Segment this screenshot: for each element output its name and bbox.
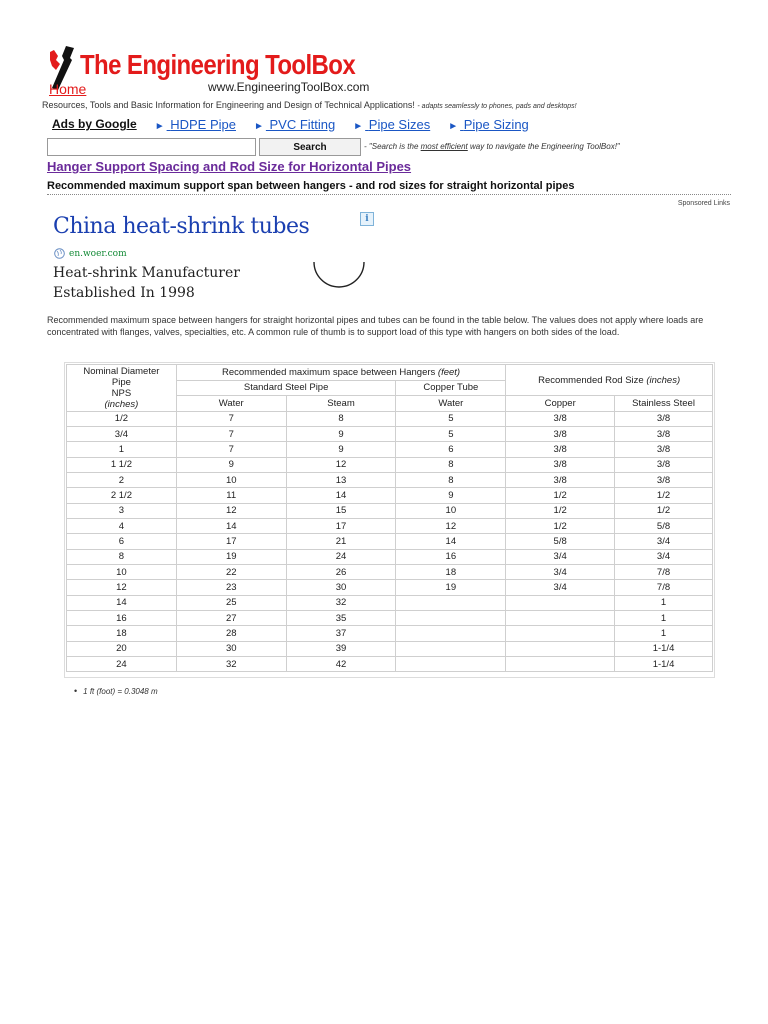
logo-title: The Engineering ToolBox bbox=[80, 50, 356, 82]
table-cell: 8 bbox=[396, 472, 506, 487]
site-logo[interactable] bbox=[42, 44, 370, 98]
table-cell: 3/4 bbox=[506, 564, 615, 579]
header-rod-unit: (inches) bbox=[646, 374, 681, 386]
search-note-prefix: - "Search is the bbox=[364, 142, 421, 151]
table-cell: 3/8 bbox=[615, 411, 713, 426]
table-cell: 19 bbox=[176, 549, 286, 564]
table-row bbox=[67, 595, 713, 610]
table-cell: 32 bbox=[286, 595, 396, 610]
table-cell: 25 bbox=[176, 595, 286, 610]
table-cell: 3/8 bbox=[506, 426, 615, 441]
table-cell bbox=[396, 641, 506, 656]
table-cell: 3/4 bbox=[615, 534, 713, 549]
table-cell: 12 bbox=[286, 457, 396, 472]
nav-link-pipe-sizing[interactable] bbox=[448, 117, 529, 132]
search-button[interactable]: Search bbox=[259, 138, 361, 156]
table-cell: 4 bbox=[67, 518, 177, 533]
table-cell: 20 bbox=[67, 641, 177, 656]
table-cell: 1 bbox=[615, 626, 713, 641]
table-cell: 21 bbox=[286, 534, 396, 549]
header-line: Nominal Diameter bbox=[83, 365, 160, 377]
header-rod-label: Recommended Rod Size bbox=[538, 374, 644, 386]
nav-link-label: Pipe Sizes bbox=[368, 116, 431, 132]
nav-link-pvc-fitting[interactable] bbox=[254, 117, 335, 132]
search-input[interactable] bbox=[47, 138, 256, 156]
table-cell: 3/8 bbox=[506, 442, 615, 457]
table-cell: 10 bbox=[176, 472, 286, 487]
table-cell: 1 bbox=[67, 442, 177, 457]
play-triangle-icon: ► bbox=[353, 120, 364, 132]
home-link[interactable]: Home bbox=[49, 81, 87, 97]
table-cell: 5/8 bbox=[615, 518, 713, 533]
table-cell bbox=[506, 610, 615, 625]
table-cell: 5/8 bbox=[506, 534, 615, 549]
sponsored-links-label: Sponsored Links bbox=[677, 200, 730, 207]
table-cell: 1 1/2 bbox=[67, 457, 177, 472]
table-cell: 14 bbox=[286, 488, 396, 503]
table-cell: 18 bbox=[396, 564, 506, 579]
table-cell bbox=[506, 641, 615, 656]
table-row bbox=[67, 426, 713, 441]
table-cell bbox=[506, 626, 615, 641]
table-cell: 3/4 bbox=[615, 549, 713, 564]
table-row bbox=[67, 457, 713, 472]
header-copper-tube: Copper Tube bbox=[396, 380, 506, 396]
nav-link-hdpe-pipe[interactable] bbox=[155, 117, 236, 132]
tagline-text: Resources, Tools and Basic Information for Engineering and Design of Technical Applications! bbox=[42, 100, 415, 110]
header-stainless-steel: Stainless Steel bbox=[615, 396, 713, 412]
table-row bbox=[67, 442, 713, 457]
header-spacing bbox=[176, 365, 505, 381]
play-triangle-icon: ► bbox=[154, 120, 165, 132]
table-cell: 8 bbox=[396, 457, 506, 472]
table-cell: 1-1/4 bbox=[615, 641, 713, 656]
nav-link-pipe-sizes[interactable] bbox=[353, 117, 430, 132]
ad-title[interactable]: China heat-shrink tubes bbox=[53, 214, 310, 239]
table-cell: 2 bbox=[67, 472, 177, 487]
table-cell: 15 bbox=[286, 503, 396, 518]
table-cell: 16 bbox=[396, 549, 506, 564]
search-note-emphasis: most efficient bbox=[420, 142, 468, 151]
table-cell: 3/8 bbox=[506, 472, 615, 487]
table-cell: 3/8 bbox=[615, 457, 713, 472]
header-line: Pipe bbox=[111, 376, 131, 388]
search-note bbox=[364, 142, 620, 151]
table-cell: 30 bbox=[176, 641, 286, 656]
table-cell: 1/2 bbox=[506, 518, 615, 533]
table-cell: 3/4 bbox=[506, 580, 615, 595]
ad-link-bar bbox=[52, 116, 547, 132]
tagline bbox=[42, 100, 577, 110]
table-row bbox=[67, 503, 713, 518]
table-cell: 3/8 bbox=[506, 411, 615, 426]
table-row bbox=[67, 564, 713, 579]
table-cell: 27 bbox=[176, 610, 286, 625]
table-cell: 28 bbox=[176, 626, 286, 641]
bullet-icon: • bbox=[74, 686, 78, 696]
table-cell: 1-1/4 bbox=[615, 657, 713, 672]
table-cell: 1/2 bbox=[615, 488, 713, 503]
header-nominal-diameter bbox=[67, 365, 177, 412]
table-cell: 3/4 bbox=[506, 549, 615, 564]
table-row bbox=[67, 488, 713, 503]
table-cell: 17 bbox=[176, 534, 286, 549]
loading-spinner-icon bbox=[312, 248, 366, 290]
table-cell: 14 bbox=[176, 518, 286, 533]
table-cell: 3/4 bbox=[67, 426, 177, 441]
table-row bbox=[67, 641, 713, 656]
table-cell: 11 bbox=[176, 488, 286, 503]
table-row bbox=[67, 534, 713, 549]
table-row bbox=[67, 518, 713, 533]
ads-by-google-label[interactable]: Ads by Google bbox=[52, 117, 137, 131]
table-cell: 10 bbox=[67, 564, 177, 579]
table-cell: 1/2 bbox=[615, 503, 713, 518]
header-line: NPS bbox=[111, 387, 132, 399]
table-cell: 9 bbox=[286, 442, 396, 457]
table-cell: 9 bbox=[396, 488, 506, 503]
table-row bbox=[67, 657, 713, 672]
table-cell: 18 bbox=[67, 626, 177, 641]
header-steam: Steam bbox=[286, 396, 396, 412]
divider bbox=[47, 194, 731, 195]
table-cell: 35 bbox=[286, 610, 396, 625]
footnote-text: 1 ft (foot) = 0.3048 m bbox=[83, 687, 158, 696]
globe-icon bbox=[54, 248, 65, 259]
table-cell: 12 bbox=[176, 503, 286, 518]
search-note-suffix: way to navigate the Engineering ToolBox!" bbox=[467, 142, 620, 151]
logo-url: www.EngineeringToolBox.com bbox=[208, 80, 370, 94]
table-cell: 13 bbox=[286, 472, 396, 487]
table-cell: 9 bbox=[286, 426, 396, 441]
page-subtitle: Recommended maximum support span between hangers - and rod sizes for straight horizontal pipes bbox=[47, 180, 575, 192]
table-cell: 39 bbox=[286, 641, 396, 656]
table-cell: 9 bbox=[176, 457, 286, 472]
table-cell: 1 bbox=[615, 595, 713, 610]
tagline-note: - adapts seamlessly to phones, pads and desktops! bbox=[417, 103, 577, 110]
table-row bbox=[67, 411, 713, 426]
table-cell: 6 bbox=[67, 534, 177, 549]
table-cell: 2 1/2 bbox=[67, 488, 177, 503]
header-spacing-label: Recommended maximum space between Hangers bbox=[221, 366, 436, 378]
table-cell bbox=[506, 595, 615, 610]
table-row bbox=[67, 549, 713, 564]
header-water-copper: Water bbox=[396, 396, 506, 412]
table-cell: 23 bbox=[176, 580, 286, 595]
table-cell: 8 bbox=[286, 411, 396, 426]
table-cell bbox=[396, 610, 506, 625]
table-cell bbox=[506, 657, 615, 672]
nav-link-label: PVC Fitting bbox=[269, 116, 336, 132]
table-cell: 1/2 bbox=[506, 488, 615, 503]
table-cell: 26 bbox=[286, 564, 396, 579]
table-cell: 42 bbox=[286, 657, 396, 672]
table-cell: 7/8 bbox=[615, 564, 713, 579]
table-cell: 3 bbox=[67, 503, 177, 518]
table-cell bbox=[396, 626, 506, 641]
table-cell: 7 bbox=[176, 411, 286, 426]
table-cell: 1/2 bbox=[67, 411, 177, 426]
table-row bbox=[67, 626, 713, 641]
page-title[interactable]: Hanger Support Spacing and Rod Size for Horizontal Pipes bbox=[47, 159, 412, 174]
table-cell: 12 bbox=[396, 518, 506, 533]
table-cell: 32 bbox=[176, 657, 286, 672]
table-cell: 24 bbox=[286, 549, 396, 564]
table-cell: 5 bbox=[396, 426, 506, 441]
table-cell: 19 bbox=[396, 580, 506, 595]
table-cell: 3/8 bbox=[615, 442, 713, 457]
header-line: (inches) bbox=[104, 398, 139, 410]
ad-line-1: Heat-shrink Manufacturer bbox=[53, 265, 240, 281]
table-cell: 30 bbox=[286, 580, 396, 595]
table-cell: 7 bbox=[176, 426, 286, 441]
ad-url[interactable]: en.woer.com bbox=[69, 249, 127, 259]
table-cell: 5 bbox=[396, 411, 506, 426]
ad-line-2: Established In 1998 bbox=[53, 285, 195, 301]
table-cell: 22 bbox=[176, 564, 286, 579]
table-cell: 7/8 bbox=[615, 580, 713, 595]
table-cell: 3/8 bbox=[615, 426, 713, 441]
header-water: Water bbox=[176, 396, 286, 412]
table-row bbox=[67, 580, 713, 595]
nav-link-label: Pipe Sizing bbox=[463, 116, 529, 132]
table-cell: 12 bbox=[67, 580, 177, 595]
header-rod-size bbox=[506, 365, 713, 396]
table-cell: 10 bbox=[396, 503, 506, 518]
table-cell: 3/8 bbox=[506, 457, 615, 472]
table-cell bbox=[396, 595, 506, 610]
header-standard-steel-pipe: Standard Steel Pipe bbox=[176, 380, 396, 396]
table-row bbox=[67, 472, 713, 487]
header-copper: Copper bbox=[506, 396, 615, 412]
table-cell: 24 bbox=[67, 657, 177, 672]
table-cell: 37 bbox=[286, 626, 396, 641]
table-cell bbox=[396, 657, 506, 672]
header-spacing-unit: (feet) bbox=[437, 366, 461, 378]
footnote bbox=[74, 686, 158, 696]
table-cell: 14 bbox=[67, 595, 177, 610]
intro-paragraph: Recommended maximum space between hangers for straight horizontal pipes and tubes can be found in the table below. The values does not apply where loads are concentrated with flanges, valves, specialties, etc. A common rule of thumb is to support load of this type with hangers on both sides of the load. bbox=[47, 315, 704, 337]
table-cell: 6 bbox=[396, 442, 506, 457]
nav-link-label: HDPE Pipe bbox=[170, 116, 236, 132]
table-cell: 1 bbox=[615, 610, 713, 625]
table-cell: 17 bbox=[286, 518, 396, 533]
play-triangle-icon: ► bbox=[253, 120, 264, 132]
table-cell: 14 bbox=[396, 534, 506, 549]
play-triangle-icon: ► bbox=[448, 120, 459, 132]
info-icon[interactable]: i bbox=[360, 212, 374, 226]
hanger-spacing-table bbox=[66, 364, 713, 672]
table-cell: 1/2 bbox=[506, 503, 615, 518]
table-row bbox=[67, 610, 713, 625]
table-cell: 16 bbox=[67, 610, 177, 625]
table-cell: 8 bbox=[67, 549, 177, 564]
table-cell: 3/8 bbox=[615, 472, 713, 487]
table-cell: 7 bbox=[176, 442, 286, 457]
